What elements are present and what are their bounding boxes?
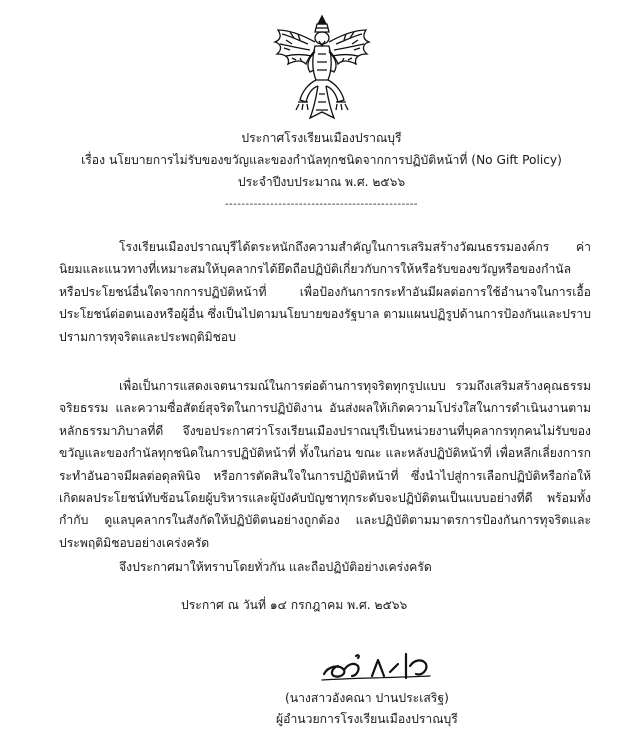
fiscal-year: ประจำปีงบประมาณ พ.ศ. ๒๕๖๖ (237, 175, 406, 189)
signer-position: ผู้อำนวยการโรงเรียนเมืองปราณบุรี (276, 712, 458, 726)
closing-statement: จึงประกาศมาให้ทราบโดยทั่วกัน และถือปฏิบัติอย่างเคร่งครัด (119, 560, 432, 574)
paragraph-policy-rationale: โรงเรียนเมืองปราณบุรีได้ตระหนักถึงความสำคัญในการเสริมสร้างวัฒนธรรมองค์กร ค่านิยมและแนวทางที่เหมาะสมให้บุคลากรได้ยึดถือปฏิบัติเกี่ยวกับการให้หรือรับของขวัญหรือของกำนัล หรือประโยชน์อื่นใดจากการปฏิบัติหน้าที่ เพื่อป้องกันการกระทำอันมีผลต่อการใช้อำนาจในการเอื้อประโยชน์ต่อตนเองหรือผู้อื่น ซึ่งเป็นไปตามนโยบายของรัฐบาล ตามแผนปฏิรูปด้านการป้องกันและปราบปรามการทุจริตและประพฤติมิชอบ (59, 240, 591, 344)
signer-name: (นางสาวอังคณา ปานประเสริฐ) (285, 691, 449, 705)
announcement-title: ประกาศโรงเรียนเมืองปราณบุรี (241, 131, 402, 145)
paragraph-policy-statement: เพื่อเป็นการแสดงเจตนารมณ์ในการต่อต้านการทุจริตทุกรูปแบบ รวมถึงเสริมสร้างคุณธรรมจริยธรรม และความซื่อสัตย์สุจริตในการปฏิบัติงาน อันส่งผลให้เกิดความโปร่งใสในการดำเนินงานตามหลักธรรมาภิบาลที่ดี จึงขอประกาศว่าโรงเรียนเมืองปราณบุรีเป็นหน่วยงานที่บุคลากรทุกคนไม่รับของขวัญและของกำนัลทุกชนิดในการปฏิบัติหน้าที่ ทั้งในก่อน ขณะ และหลังปฏิบัติหน้าที่ เพื่อหลีกเลี่ยงการกระทำอันอาจมีผลต่อดุลพินิจ หรือการตัดสินใจในการปฏิบัติหน้าที่ ซึ่งนำไปสู่การเลือกปฏิบัติหรือก่อให้เกิดผลประโยชน์ทับซ้อนโดยผู้บริหารและผู้บังคับบัญชาทุกระดับจะปฏิบัติตนเป็นแบบอย่างที่ดี พร้อมทั้ง กำกับ ดูแลบุคลากรในสังกัดให้ปฏิบัติตนอย่างถูกต้อง และปฏิบัติตามมาตรการป้องกันการทุจริตและประพฤติมิชอบอย่างเคร่งครัด (59, 379, 591, 550)
handwritten-signature (318, 646, 438, 686)
announcement-date: ประกาศ ณ วันที่ ๑๔ กรกฎาคม พ.ศ. ๒๕๖๖ (181, 598, 408, 612)
header-divider: ----------------------------------------------- (224, 199, 419, 210)
announcement-subject: เรื่อง นโยบายการไม่รับของขวัญและของกำนัลทุกชนิดจากการปฏิบัติหน้าที่ (No Gift Policy) (81, 153, 562, 167)
garuda-emblem-icon (272, 14, 372, 122)
